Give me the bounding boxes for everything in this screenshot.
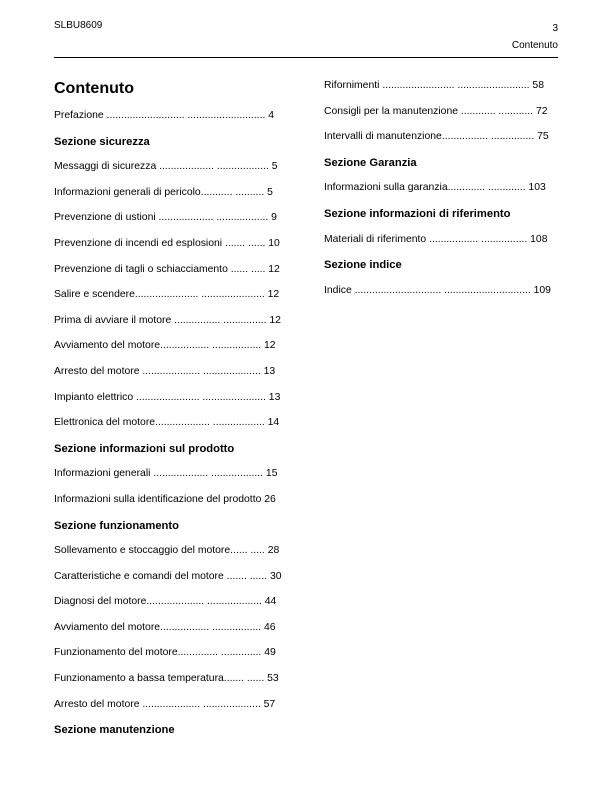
toc-entry[interactable]: Elettronica del motore................... .................. 14	[54, 417, 280, 429]
toc-entry[interactable]: Arresto del motore .................... .................... 13	[54, 365, 276, 377]
toc-entry[interactable]: Consigli per la manutenzione ............ ............ 72	[324, 105, 548, 117]
toc-section-heading: Sezione Garanzia	[324, 156, 417, 169]
toc-entry[interactable]: Arresto del motore .................... .................... 57	[54, 698, 276, 710]
toc-section-heading: Sezione indice	[324, 259, 402, 272]
toc-entry[interactable]: Intervalli di manutenzione................ ............... 75	[324, 131, 549, 143]
toc-entry[interactable]: Informazioni generali di pericolo........... .......... 5	[54, 186, 273, 198]
toc-entry[interactable]: Salire e scendere...................... ...................... 12	[54, 289, 280, 301]
toc-section-heading: Sezione informazioni sul prodotto	[54, 442, 235, 455]
toc-section-heading: Sezione manutenzione	[54, 724, 175, 737]
toc-entry[interactable]: Informazioni sulla garanzia............. ............. 103	[324, 182, 546, 194]
toc-section-heading: Sezione sicurezza	[54, 135, 150, 148]
document-code: SLBU8609	[54, 20, 103, 31]
toc-entry[interactable]: Prima di avviare il motore ................ ............... 12	[54, 314, 281, 326]
toc-section-heading: Sezione funzionamento	[54, 519, 179, 532]
toc-entry[interactable]: Indice .............................. .............................. 109	[324, 284, 551, 296]
toc-entry[interactable]: Funzionamento a bassa temperatura....... ...... 53	[54, 673, 279, 685]
header-divider	[54, 57, 558, 58]
toc-entry[interactable]: Materiali di riferimento ................. ................ 108	[324, 233, 548, 245]
running-section-title: Contenuto	[511, 40, 558, 51]
toc-entry[interactable]: Caratteristiche e comandi del motore ....... ...... 30	[54, 570, 282, 582]
toc-entry[interactable]: Sollevamento e stoccaggio del motore...... ..... 28	[54, 545, 280, 557]
toc-entry[interactable]: Funzionamento del motore.............. .............. 49	[54, 647, 276, 659]
toc-left-column	[54, 78, 288, 748]
toc-entry[interactable]: Avviamento del motore................. ................. 12	[54, 340, 276, 352]
toc-entry[interactable]: Prefazione ........................... ........................... 4	[54, 110, 275, 121]
page-header-right	[512, 20, 558, 54]
page-number: 3	[552, 23, 558, 34]
toc-right-column	[324, 78, 558, 308]
toc-entry[interactable]: Prevenzione di incendi ed esplosioni ....... ...... 10	[54, 237, 280, 249]
toc-entry[interactable]: Rifornimenti ......................... ......................... 58	[324, 80, 544, 91]
toc-entry[interactable]: Messaggi di sicurezza ................... .................. 5	[54, 161, 278, 173]
toc-title: Contenuto	[54, 80, 134, 97]
toc-right-list	[324, 78, 558, 308]
toc-section-heading: Sezione informazioni di riferimento	[324, 207, 511, 220]
toc-entry[interactable]: Diagnosi del motore.................... ................... 44	[54, 596, 277, 608]
toc-entry[interactable]: Informazioni sulla identificazione del prodotto 26	[54, 493, 276, 505]
toc-entry[interactable]: Impianto elettrico ...................... ...................... 13	[54, 391, 281, 403]
toc-entry[interactable]: Avviamento del motore................. ................. 46	[54, 621, 276, 633]
toc-entry[interactable]: Informazioni generali ................... .................. 15	[54, 468, 278, 480]
toc-entry[interactable]: Prevenzione di ustioni ................... .................. 9	[54, 212, 277, 224]
toc-left-list	[54, 108, 288, 748]
toc-entry[interactable]: Prevenzione di tagli o schiacciamento ...... ..... 12	[54, 263, 280, 275]
